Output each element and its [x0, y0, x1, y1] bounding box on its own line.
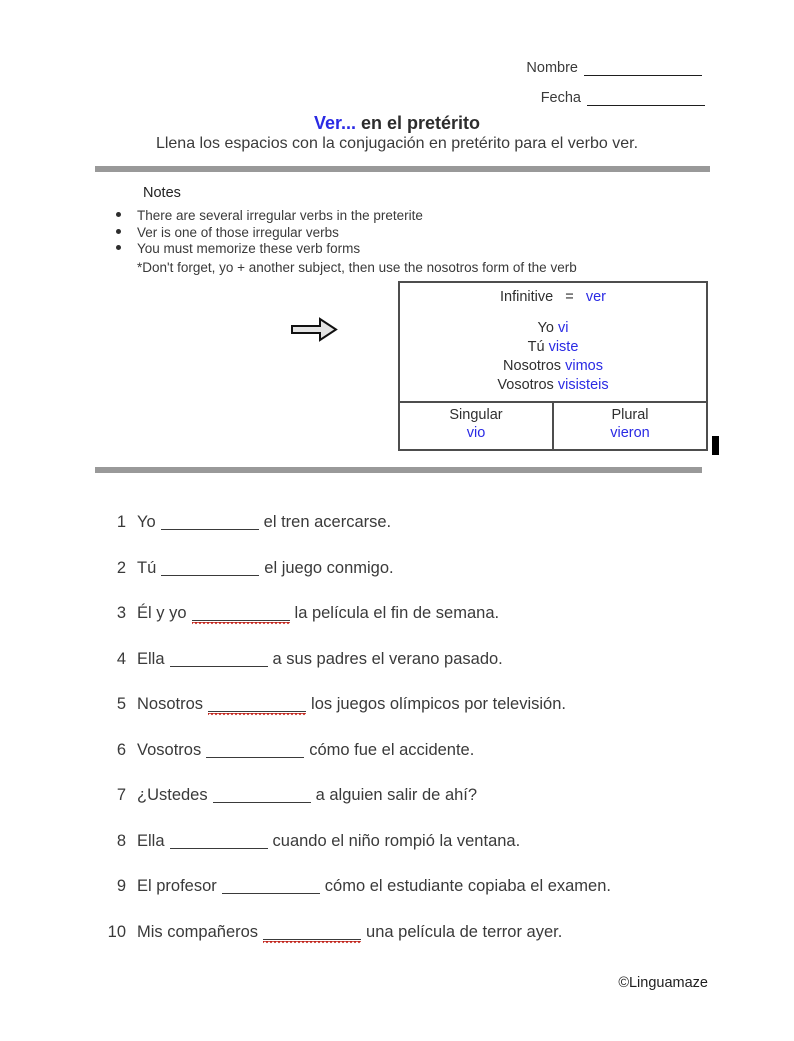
nombre-blank-line[interactable] — [584, 61, 702, 76]
exercise-text-after: los juegos olímpicos por televisión. — [311, 695, 566, 713]
exercise-text-after: cuando el niño rompió la ventana. — [272, 831, 521, 850]
conjugation-table-top — [400, 283, 706, 401]
exercise-row — [96, 783, 756, 807]
nombre-field — [526, 60, 702, 76]
spellcheck-squiggle — [263, 941, 361, 944]
answer-blank[interactable] — [161, 560, 259, 576]
pronoun: Yo — [537, 320, 554, 336]
conjugation-forms — [400, 319, 706, 395]
exercise-row — [96, 692, 756, 716]
equals-sign: = — [565, 289, 574, 305]
notes-heading: Notes — [143, 185, 181, 201]
conjugation-table-bottom — [400, 401, 706, 449]
pronoun: Tú — [527, 339, 545, 355]
exercise-text-after: el tren acercarse. — [263, 513, 392, 531]
verb-form: viste — [548, 339, 579, 355]
conjugation-table — [398, 281, 708, 451]
verb-form: vimos — [565, 358, 603, 374]
verb-form: visisteis — [557, 377, 609, 393]
plural-cell — [554, 403, 706, 449]
pronoun: Vosotros — [497, 377, 554, 393]
infinitive-verb: ver — [585, 289, 606, 305]
conjugation-form-row — [400, 319, 706, 338]
exercise-row — [96, 920, 756, 944]
answer-blank[interactable] — [161, 514, 259, 530]
exercise-text-before: Ella — [137, 649, 165, 668]
notes-item — [116, 225, 423, 242]
exercise-list — [96, 510, 756, 965]
notes-footnote: *Don't forget, yo + another subject, then use the nosotros form of the verb — [137, 260, 577, 275]
infinitive-row — [400, 289, 706, 305]
divider-bar-top — [95, 166, 710, 172]
spellcheck-squiggle — [192, 622, 290, 625]
notes-item-text: You must memorize these verb forms — [137, 241, 361, 257]
spellcheck-squiggle — [208, 713, 306, 716]
exercise-text-after: una película de terror ayer. — [366, 922, 563, 941]
answer-blank[interactable] — [213, 787, 311, 803]
text-cursor-mark — [712, 436, 719, 455]
exercise-text-before: El profesor — [137, 877, 217, 895]
exercise-number: 3 — [116, 604, 126, 622]
conjugation-form-row — [400, 357, 706, 376]
nombre-label: Nombre — [526, 60, 578, 76]
exercise-number: 1 — [116, 513, 126, 531]
answer-blank[interactable] — [192, 605, 290, 621]
plural-label: Plural — [611, 407, 649, 423]
right-block-arrow-icon — [290, 316, 338, 343]
page-title-accent: Ver... — [313, 113, 356, 133]
exercise-text-after: a sus padres el verano pasado. — [272, 649, 503, 668]
infinitive-label: Infinitive — [499, 289, 554, 305]
exercise-text-after: a alguien salir de ahí? — [315, 786, 478, 804]
notes-item-text: Ver is one of those irregular verbs — [137, 224, 339, 240]
page-title — [0, 113, 794, 134]
exercise-text-before: ¿Ustedes — [137, 786, 208, 804]
bullet-icon — [116, 245, 121, 250]
exercise-row — [96, 601, 756, 625]
exercise-row — [96, 510, 756, 534]
exercise-row — [96, 738, 756, 762]
exercise-row — [96, 556, 756, 580]
exercise-text-after: la película el fin de semana. — [294, 604, 500, 622]
exercise-text-before: Nosotros — [137, 695, 204, 713]
copyright-footer: ©Linguamaze — [618, 975, 708, 991]
fecha-blank-line[interactable] — [587, 91, 705, 106]
exercise-number: 9 — [116, 877, 126, 895]
exercise-text-before: Mis compañeros — [137, 922, 259, 941]
exercise-number: 6 — [116, 740, 126, 759]
exercise-row — [96, 829, 756, 853]
exercise-number: 4 — [116, 649, 126, 668]
conjugation-form-row — [400, 338, 706, 357]
notes-item — [116, 241, 423, 258]
exercise-number: 7 — [116, 786, 126, 804]
fecha-field — [541, 90, 705, 106]
exercise-text-after: cómo el estudiante copiaba el examen. — [324, 877, 611, 895]
exercise-text-before: Yo — [137, 513, 156, 531]
answer-blank[interactable] — [206, 742, 304, 758]
exercise-text-after: cómo fue el accidente. — [309, 740, 475, 759]
exercise-number: 2 — [116, 558, 126, 577]
answer-blank[interactable] — [208, 696, 306, 712]
singular-verb: vio — [466, 425, 486, 441]
exercise-number: 5 — [116, 695, 126, 713]
exercise-number: 8 — [116, 831, 126, 850]
answer-blank[interactable] — [263, 924, 361, 940]
exercise-text-after: el juego conmigo. — [264, 558, 394, 577]
conjugation-form-row — [400, 376, 706, 395]
divider-bar-bottom — [95, 467, 702, 473]
exercise-text-before: Vosotros — [137, 740, 202, 759]
fecha-label: Fecha — [540, 90, 581, 106]
bullet-icon — [116, 229, 121, 234]
plural-verb: vieron — [610, 425, 650, 441]
exercise-text-before: Él y yo — [137, 604, 187, 622]
exercise-text-before: Tú — [137, 558, 157, 577]
notes-item — [116, 208, 423, 225]
answer-blank[interactable] — [222, 878, 320, 894]
answer-blank[interactable] — [170, 651, 268, 667]
singular-label: Singular — [449, 407, 503, 423]
exercise-text-before: Ella — [137, 831, 165, 850]
singular-cell — [400, 403, 554, 449]
bullet-icon — [116, 212, 121, 217]
exercise-row — [96, 647, 756, 671]
notes-item-text: There are several irregular verbs in the preterite — [137, 208, 423, 223]
pronoun: Nosotros — [503, 358, 562, 374]
answer-blank[interactable] — [170, 833, 268, 849]
exercise-row — [96, 874, 756, 898]
exercise-number: 10 — [107, 922, 126, 941]
page-subtitle: Llena los espacios con la conjugación en pretérito para el verbo ver. — [155, 135, 639, 152]
page-title-rest: en el pretérito — [356, 113, 481, 133]
notes-list — [116, 208, 423, 258]
verb-form: vi — [557, 320, 569, 336]
